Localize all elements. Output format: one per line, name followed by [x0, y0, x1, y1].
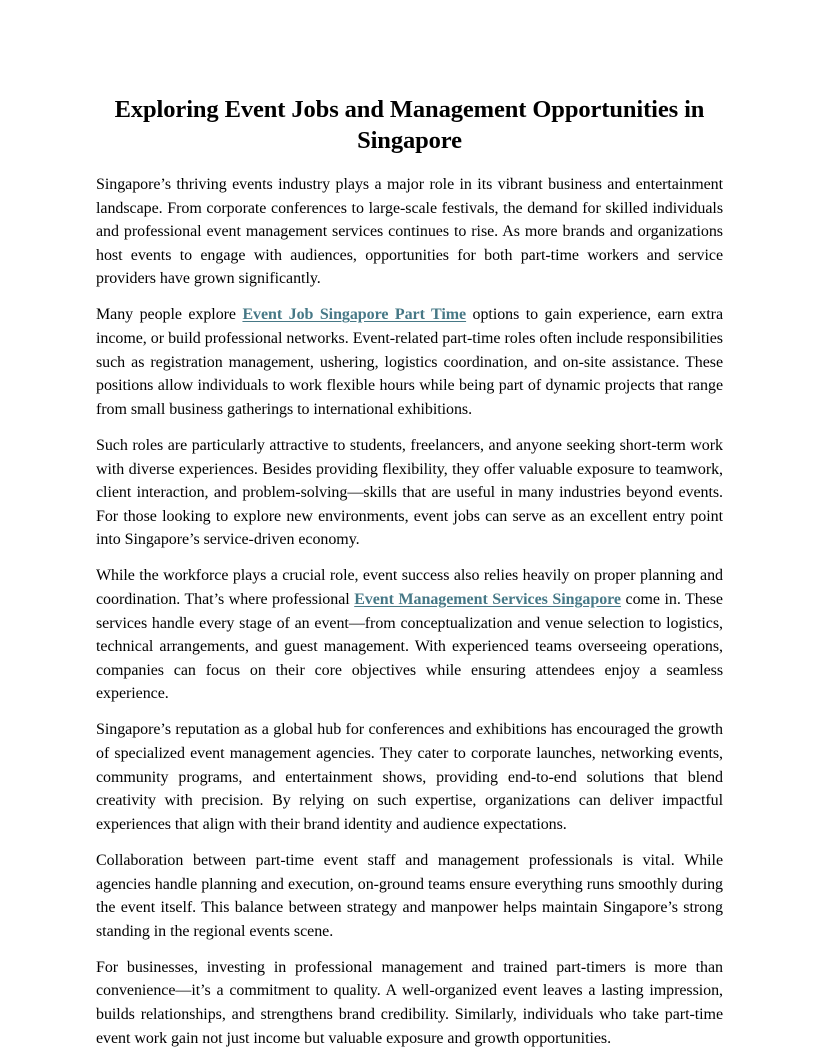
- paragraph-part-time: [96, 303, 723, 421]
- paragraph-text: Collaboration between part-time event staff and management professionals is vital. While agencies handle planning and execution, on-ground teams ensure everything runs smoothly during the event itself. This balance between strategy and manpower helps maintain Singapore’s strong standing in the regional events scene.: [96, 851, 723, 940]
- paragraph-text: Such roles are particularly attractive to students, freelancers, and anyone seeking short-term work with diverse experiences. Besides providing flexibility, they offer valuable exposure to teamwork, client interaction, and problem-solving—skills that are useful in many industries beyond events. For those looking to explore new environments, event jobs can serve as an excellent entry point into Singapore’s service-driven economy.: [96, 436, 723, 549]
- paragraph-collaboration: [96, 849, 723, 943]
- document-page: [96, 94, 723, 1063]
- paragraph-businesses: [96, 956, 723, 1050]
- paragraph-text: For businesses, investing in professional management and trained part-timers is more than convenience—it’s a commitment to quality. A well-organized event leaves a lasting impression, builds relationships, and strengthens brand credibility. Similarly, individuals who take part-time event work gain not just income but valuable exposure and growth opportunities.: [96, 958, 723, 1047]
- paragraph-text-after-link: come in. These services handle every stage of an event—from conceptualization and venue selection to logistics, technical arrangements, and guest management. With experienced teams overseeing operations, companies can focus on their core objectives while ensuring attendees enjoy a seamless experience.: [96, 591, 723, 703]
- paragraph-intro: [96, 173, 723, 291]
- paragraph-text-after-link: options to gain experience, earn extra income, or build professional networks. Event-related part-time roles often include responsibilities such as registration management, ushering, logistics coordination, and on-site assistance. These positions allow individuals to work flexible hours while being part of dynamic projects that range from small business gatherings to international exhibitions.: [96, 306, 723, 418]
- paragraph-text-before-link: While the workforce plays a crucial role, event success also relies heavily on proper planning and coordination. That’s where professional: [96, 567, 723, 608]
- paragraph-reputation: [96, 718, 723, 836]
- event-job-part-time-link[interactable]: Event Job Singapore Part Time: [242, 306, 467, 324]
- event-management-services-link[interactable]: Event Management Services Singapore: [354, 591, 621, 608]
- paragraph-text-before-link: Many people explore: [96, 306, 243, 324]
- paragraph-text: Singapore’s reputation as a global hub for conferences and exhibitions has encouraged the growth of specialized event management agencies. They cater to corporate launches, networking events, community programs, and entertainment shows, providing end-to-end solutions that blend creativity with precision. By relying on such expertise, organizations can deliver impactful experiences that align with their brand identity and audience expectations.: [96, 721, 723, 833]
- document-title: Exploring Event Jobs and Management Opportunities in Singapore: [114, 96, 705, 154]
- paragraph-roles: [96, 434, 723, 552]
- paragraph-management-services: [96, 564, 723, 706]
- paragraph-text: Singapore’s thriving events industry plays a major role in its vibrant business and entertainment landscape. From corporate conferences to large-scale festivals, the demand for skilled individuals and professional event management services continues to rise. As more brands and organizations host events to engage with audiences, opportunities for both part-time workers and service providers have grown significantly.: [96, 176, 723, 288]
